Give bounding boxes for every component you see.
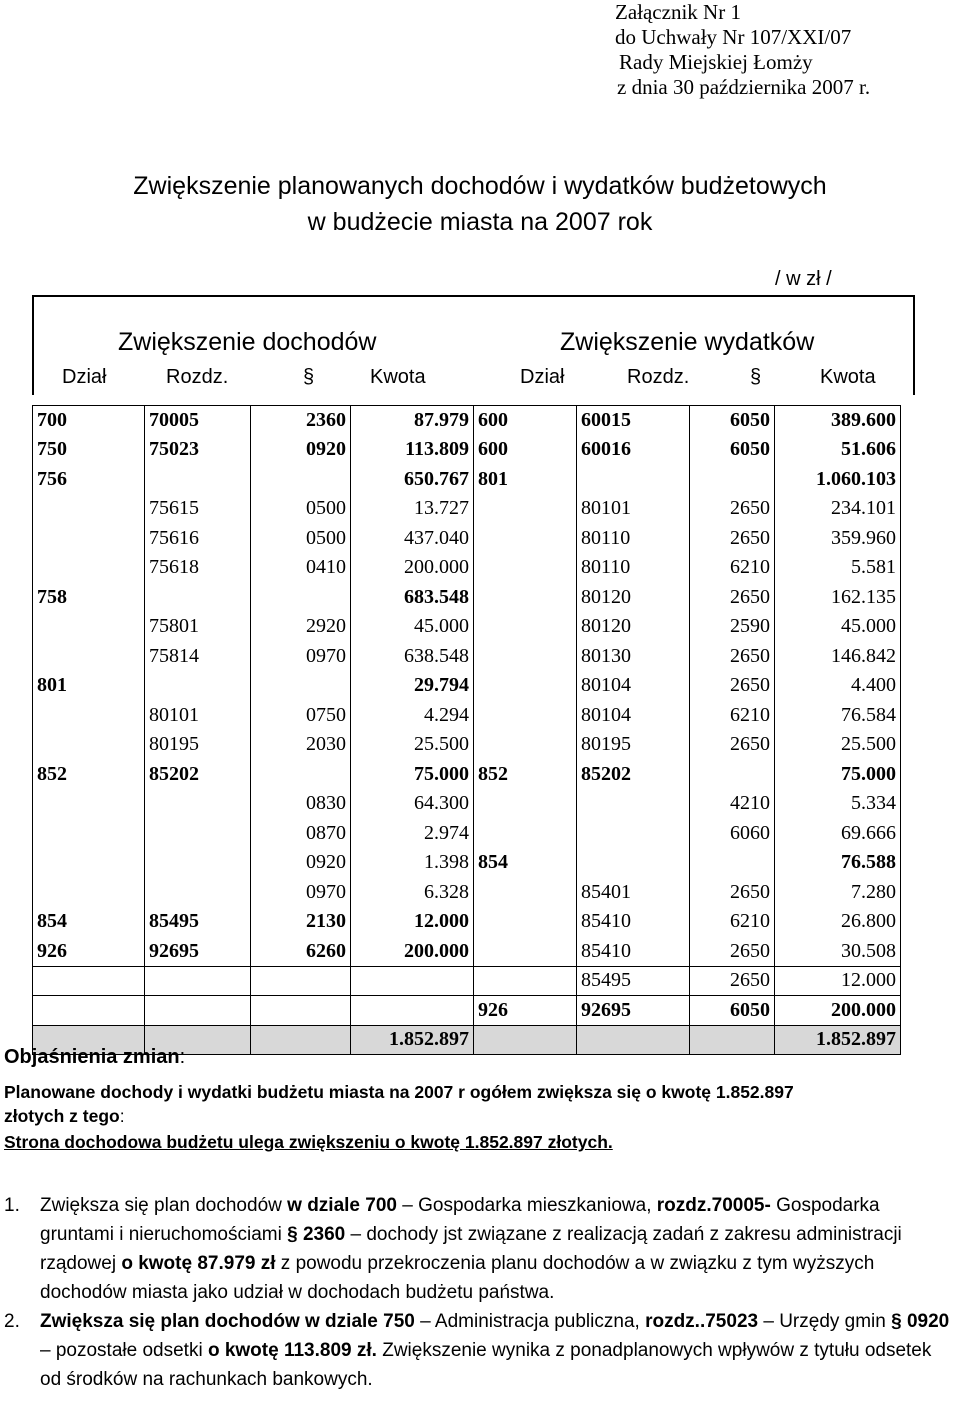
cell-ep: 6050	[690, 996, 775, 1026]
cell-ep: 2650	[690, 878, 775, 908]
cell-er: 85495	[577, 966, 690, 996]
cell-ep: 2650	[690, 494, 775, 524]
cell-ek: 234.101	[775, 494, 901, 524]
table-row	[33, 966, 901, 996]
cell-p	[251, 966, 351, 996]
cell-ep: 4210	[690, 789, 775, 819]
table-row	[33, 612, 901, 642]
item-text: o kwotę 87.979 zł	[121, 1253, 276, 1274]
table-row	[33, 494, 901, 524]
table-row	[33, 760, 901, 790]
cell-k: 650.767	[351, 465, 474, 495]
cell-k: 200.000	[351, 937, 474, 967]
cell-rz	[145, 848, 251, 878]
total-expense: 1.852.897	[775, 1025, 901, 1055]
cell-ek: 4.400	[775, 671, 901, 701]
cell-k: 13.727	[351, 494, 474, 524]
cell-k: 683.548	[351, 583, 474, 613]
explanation-summary	[4, 1080, 954, 1154]
cell-ed: 600	[474, 435, 577, 465]
table-row	[33, 465, 901, 495]
cell-p	[251, 583, 351, 613]
attachment-line: Załącznik Nr 1	[615, 0, 741, 24]
item-number: 1.	[4, 1195, 20, 1216]
item-text: – dochody jst związane z realizacją zadań z zakresu administracji rządowej	[40, 1224, 902, 1274]
summary-line-2a: złotych z tego	[4, 1106, 120, 1126]
cell-rz: 85495	[145, 907, 251, 937]
col-kwota-income: Kwota	[370, 366, 426, 388]
cell-p: 2360	[251, 406, 351, 436]
explanation-heading	[4, 1046, 185, 1069]
cell-p: 0500	[251, 524, 351, 554]
total-empty-cell	[474, 1025, 577, 1055]
cell-p: 0870	[251, 819, 351, 849]
table-row	[33, 701, 901, 731]
cell-ep: 2650	[690, 583, 775, 613]
cell-er: 80104	[577, 701, 690, 731]
cell-p: 0970	[251, 642, 351, 672]
cell-k: 2.974	[351, 819, 474, 849]
cell-ed: 854	[474, 848, 577, 878]
income-header: Zwiększenie dochodów	[118, 328, 377, 356]
cell-ep: 6210	[690, 701, 775, 731]
cell-ed	[474, 553, 577, 583]
col-para-expense: §	[750, 366, 762, 388]
cell-dz	[33, 878, 145, 908]
cell-ek: 45.000	[775, 612, 901, 642]
cell-k: 25.500	[351, 730, 474, 760]
cell-k: 437.040	[351, 524, 474, 554]
table-row	[33, 819, 901, 849]
cell-dz: 852	[33, 760, 145, 790]
cell-er: 80104	[577, 671, 690, 701]
cell-k: 1.398	[351, 848, 474, 878]
cell-rz	[145, 465, 251, 495]
table-row	[33, 524, 901, 554]
cell-k: 12.000	[351, 907, 474, 937]
explanation-colon: :	[179, 1046, 186, 1068]
cell-ed	[474, 612, 577, 642]
cell-ed	[474, 642, 577, 672]
cell-ek: 1.060.103	[775, 465, 901, 495]
document-title	[0, 168, 960, 240]
table-row	[33, 848, 901, 878]
cell-p: 0830	[251, 789, 351, 819]
cell-er: 60016	[577, 435, 690, 465]
cell-rz	[145, 878, 251, 908]
cell-p: 0410	[251, 553, 351, 583]
table-row	[33, 435, 901, 465]
cell-rz: 92695	[145, 937, 251, 967]
cell-rz: 75023	[145, 435, 251, 465]
attachment-line: z dnia 30 października 2007 r.	[617, 75, 871, 99]
cell-p: 0750	[251, 701, 351, 731]
total-empty-cell	[690, 1025, 775, 1055]
cell-ep	[690, 760, 775, 790]
cell-er: 80110	[577, 524, 690, 554]
cell-er: 80195	[577, 730, 690, 760]
cell-ep	[690, 465, 775, 495]
cell-er	[577, 848, 690, 878]
item-text: Zwiększa się plan dochodów	[40, 1195, 288, 1216]
cell-ed	[474, 583, 577, 613]
attachment-header	[615, 0, 870, 100]
table-row	[33, 406, 901, 436]
cell-k: 64.300	[351, 789, 474, 819]
cell-dz	[33, 819, 145, 849]
cell-rz: 80101	[145, 701, 251, 731]
cell-ek: 5.334	[775, 789, 901, 819]
cell-p: 2030	[251, 730, 351, 760]
cell-dz: 926	[33, 937, 145, 967]
item-text: – Urzędy gmin	[758, 1311, 892, 1332]
cell-ek: 7.280	[775, 878, 901, 908]
cell-p: 0920	[251, 848, 351, 878]
explanation-label: Objaśnienia zmian	[4, 1046, 180, 1068]
cell-ed	[474, 701, 577, 731]
item-text: § 0920	[891, 1311, 950, 1332]
cell-ek: 146.842	[775, 642, 901, 672]
item-text: Zwiększenie wynika z ponadplanowych wpływów z tytułu odsetek od środków na rachunkach bankowych.	[40, 1340, 932, 1390]
cell-ek: 76.584	[775, 701, 901, 731]
table-row	[33, 789, 901, 819]
cell-ed: 926	[474, 996, 577, 1026]
cell-ek: 76.588	[775, 848, 901, 878]
cell-rz: 75801	[145, 612, 251, 642]
cell-k: 4.294	[351, 701, 474, 731]
cell-er: 80101	[577, 494, 690, 524]
cell-dz: 801	[33, 671, 145, 701]
table-row	[33, 937, 901, 967]
cell-ed	[474, 819, 577, 849]
cell-er: 85401	[577, 878, 690, 908]
cell-ed	[474, 789, 577, 819]
cell-p	[251, 760, 351, 790]
cell-er	[577, 789, 690, 819]
cell-k: 29.794	[351, 671, 474, 701]
cell-ep: 2650	[690, 671, 775, 701]
cell-er: 80110	[577, 553, 690, 583]
cell-dz	[33, 996, 145, 1026]
cell-ek: 162.135	[775, 583, 901, 613]
cell-ep: 2650	[690, 966, 775, 996]
cell-rz: 85202	[145, 760, 251, 790]
cell-ep	[690, 848, 775, 878]
cell-ed: 852	[474, 760, 577, 790]
cell-ep: 2650	[690, 937, 775, 967]
cell-p: 0920	[251, 435, 351, 465]
cell-k: 113.809	[351, 435, 474, 465]
cell-k	[351, 966, 474, 996]
col-para-income: §	[303, 366, 315, 388]
cell-ed	[474, 671, 577, 701]
cell-rz: 75814	[145, 642, 251, 672]
item-text: o kwotę 113.809 zł.	[207, 1340, 377, 1361]
cell-ek: 75.000	[775, 760, 901, 790]
cell-rz: 75615	[145, 494, 251, 524]
cell-rz: 75618	[145, 553, 251, 583]
total-empty-cell	[251, 1025, 351, 1055]
table-row	[33, 553, 901, 583]
cell-p: 6260	[251, 937, 351, 967]
cell-dz	[33, 701, 145, 731]
attachment-line: Rady Miejskiej Łomży	[619, 50, 813, 74]
summary-line-2b: :	[119, 1106, 125, 1126]
cell-er: 85202	[577, 760, 690, 790]
cell-er: 80120	[577, 612, 690, 642]
item-text: rozdz.70005-	[656, 1195, 771, 1216]
cell-dz	[33, 848, 145, 878]
cell-rz: 75616	[145, 524, 251, 554]
cell-er: 80130	[577, 642, 690, 672]
cell-k: 200.000	[351, 553, 474, 583]
item-text: – Administracja publiczna,	[414, 1311, 646, 1332]
col-rozdz-expense: Rozdz.	[627, 366, 690, 388]
cell-k: 87.979	[351, 406, 474, 436]
item-text: – Gospodarka mieszkaniowa,	[396, 1195, 657, 1216]
cell-rz: 80195	[145, 730, 251, 760]
cell-p: 0500	[251, 494, 351, 524]
item-text: rozdz..75023	[645, 1311, 759, 1332]
cell-rz: 70005	[145, 406, 251, 436]
cell-dz: 756	[33, 465, 145, 495]
cell-ek: 359.960	[775, 524, 901, 554]
cell-dz	[33, 524, 145, 554]
cell-ek: 51.606	[775, 435, 901, 465]
cell-er: 60015	[577, 406, 690, 436]
title-line: w budżecie miasta na 2007 rok	[307, 208, 653, 236]
item-text: Zwiększa się plan dochodów w dziale 750	[40, 1311, 415, 1332]
cell-ek: 5.581	[775, 553, 901, 583]
unit-label: / w zł /	[775, 268, 832, 290]
cell-ed: 600	[474, 406, 577, 436]
cell-p	[251, 465, 351, 495]
cell-k: 75.000	[351, 760, 474, 790]
table-row	[33, 583, 901, 613]
item-text: w dziale 700	[287, 1195, 397, 1216]
item-text: – pozostałe odsetki	[40, 1340, 208, 1361]
cell-er: 80120	[577, 583, 690, 613]
cell-dz	[33, 642, 145, 672]
cell-k	[351, 996, 474, 1026]
cell-ek: 200.000	[775, 996, 901, 1026]
cell-ek: 30.508	[775, 937, 901, 967]
table-row	[33, 730, 901, 760]
total-income: 1.852.897	[351, 1025, 474, 1055]
cell-rz	[145, 996, 251, 1026]
cell-p	[251, 996, 351, 1026]
cell-ep: 6210	[690, 553, 775, 583]
cell-ed	[474, 524, 577, 554]
cell-er: 85410	[577, 907, 690, 937]
cell-p	[251, 671, 351, 701]
cell-dz	[33, 789, 145, 819]
cell-k: 45.000	[351, 612, 474, 642]
income-summary: Strona dochodowa budżetu ulega zwiększeniu o kwotę 1.852.897 złotych.	[4, 1132, 613, 1152]
cell-ek: 389.600	[775, 406, 901, 436]
cell-ep: 2590	[690, 612, 775, 642]
table-row	[33, 996, 901, 1026]
total-empty-cell	[577, 1025, 690, 1055]
cell-dz	[33, 553, 145, 583]
item-text: z powodu przekroczenia planu dochodów a w związku z tym wyższych dochodów miasta jako udział w dochodach budżetu państwa.	[40, 1253, 875, 1303]
summary-line: Planowane dochody i wydatki budżetu miasta na 2007 r ogółem zwiększa się o kwotę 1.852.897	[4, 1082, 794, 1102]
cell-k: 6.328	[351, 878, 474, 908]
cell-p: 0970	[251, 878, 351, 908]
item-text: § 2360	[287, 1224, 346, 1245]
cell-ed: 801	[474, 465, 577, 495]
cell-dz	[33, 494, 145, 524]
cell-ep: 6050	[690, 435, 775, 465]
cell-k: 638.548	[351, 642, 474, 672]
cell-ep: 6210	[690, 907, 775, 937]
expense-header: Zwiększenie wydatków	[560, 328, 815, 356]
cell-er: 85410	[577, 937, 690, 967]
table-row	[33, 878, 901, 908]
cell-ed	[474, 937, 577, 967]
cell-ed	[474, 878, 577, 908]
cell-dz	[33, 612, 145, 642]
cell-dz: 700	[33, 406, 145, 436]
col-rozdz-income: Rozdz.	[166, 366, 229, 388]
item-number: 2.	[4, 1311, 20, 1332]
item-text: Gospodarka gruntami i nieruchomościami	[40, 1195, 880, 1245]
explanation-item	[4, 1307, 954, 1394]
cell-dz: 854	[33, 907, 145, 937]
explanation-item	[4, 1191, 954, 1307]
cell-er	[577, 465, 690, 495]
cell-rz	[145, 789, 251, 819]
cell-rz	[145, 819, 251, 849]
cell-dz	[33, 730, 145, 760]
cell-ep: 6050	[690, 406, 775, 436]
col-dzial-expense: Dział	[520, 366, 565, 388]
cell-p: 2920	[251, 612, 351, 642]
title-line: Zwiększenie planowanych dochodów i wydatków budżetowych	[133, 172, 827, 200]
col-dzial-income: Dział	[62, 366, 107, 388]
attachment-line: do Uchwały Nr 107/XXI/07	[615, 25, 852, 49]
cell-ep: 6060	[690, 819, 775, 849]
cell-ek: 12.000	[775, 966, 901, 996]
cell-er: 92695	[577, 996, 690, 1026]
table-row	[33, 642, 901, 672]
cell-rz	[145, 966, 251, 996]
cell-dz	[33, 966, 145, 996]
cell-ek: 26.800	[775, 907, 901, 937]
cell-ed	[474, 494, 577, 524]
summary-line-2	[4, 1104, 954, 1128]
col-kwota-expense: Kwota	[820, 366, 876, 388]
cell-rz	[145, 671, 251, 701]
table-row	[33, 671, 901, 701]
cell-er	[577, 819, 690, 849]
explanation-items	[4, 1191, 954, 1394]
cell-ed	[474, 730, 577, 760]
cell-ed	[474, 907, 577, 937]
cell-ed	[474, 966, 577, 996]
cell-ep: 2650	[690, 524, 775, 554]
table-row	[33, 907, 901, 937]
cell-ep: 2650	[690, 642, 775, 672]
cell-ek: 25.500	[775, 730, 901, 760]
cell-rz	[145, 583, 251, 613]
cell-dz: 758	[33, 583, 145, 613]
cell-dz: 750	[33, 435, 145, 465]
cell-ek: 69.666	[775, 819, 901, 849]
budget-table	[32, 405, 901, 1055]
cell-p: 2130	[251, 907, 351, 937]
cell-ep: 2650	[690, 730, 775, 760]
